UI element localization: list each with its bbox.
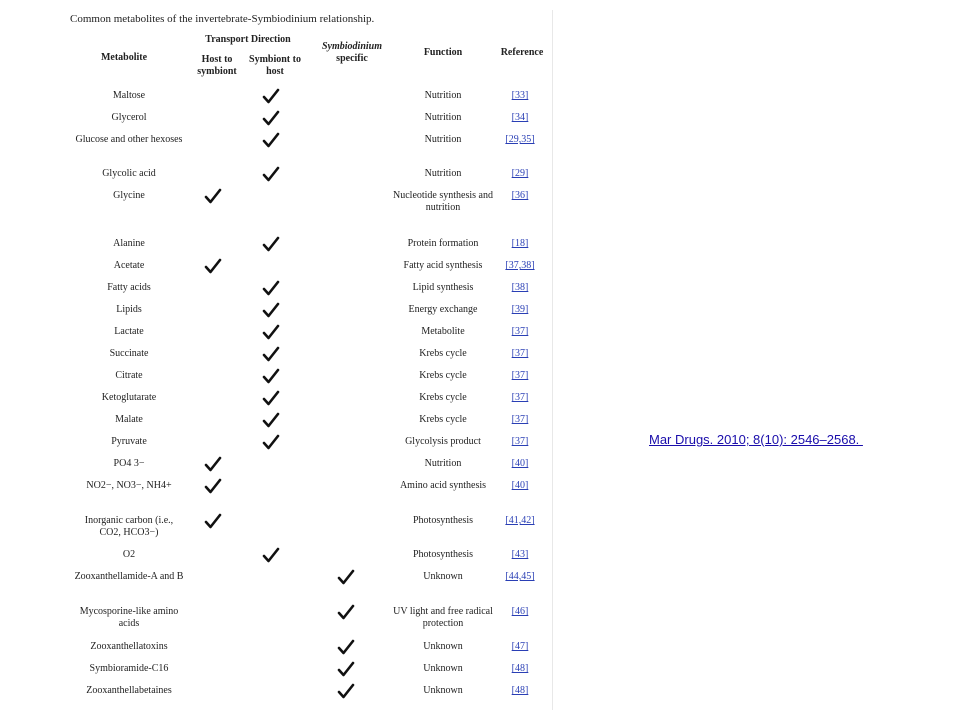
citation-link[interactable]: Mar Drugs. 2010; 8(10): 2546–2568. xyxy=(649,432,863,447)
reference-link[interactable]: [37] xyxy=(511,414,529,425)
cell-metabolite: Zooxanthellabetaines xyxy=(86,685,172,696)
cell-metabolite: NO2−, NO3−, NH4+ xyxy=(86,480,172,491)
cell-metabolite: Lactate xyxy=(114,326,144,337)
cell-metabolite: Succinate xyxy=(109,348,149,359)
check-symbiodinium-specific-icon xyxy=(337,661,355,677)
check-symbiont-to-host-icon xyxy=(262,280,280,296)
check-symbiodinium-specific-icon xyxy=(337,569,355,585)
check-symbiont-to-host-icon xyxy=(262,166,280,182)
cell-function: Protein formation xyxy=(407,238,479,249)
cell-function: Krebs cycle xyxy=(419,348,467,359)
cell-function: Krebs cycle xyxy=(419,414,467,425)
cell-function: Nutrition xyxy=(424,134,462,145)
cell-reference xyxy=(498,641,542,653)
cell-metabolite: Zooxanthellamide-A and B xyxy=(74,571,184,582)
check-symbiont-to-host-icon xyxy=(262,412,280,428)
check-symbiodinium-specific-icon xyxy=(337,683,355,699)
cell-metabolite: Maltose xyxy=(112,90,146,101)
cell-reference xyxy=(498,549,542,561)
check-host-to-symbiont-icon xyxy=(204,258,222,274)
cell-metabolite: Malate xyxy=(115,414,143,425)
cell-function: Krebs cycle xyxy=(419,392,467,403)
check-symbiont-to-host-icon xyxy=(262,346,280,362)
cell-reference xyxy=(498,112,542,124)
cell-reference xyxy=(498,414,542,426)
cell-metabolite: Glycine xyxy=(113,190,145,201)
reference-link[interactable]: [46] xyxy=(511,606,529,617)
check-host-to-symbiont-icon xyxy=(204,456,222,472)
cell-function: Energy exchange xyxy=(408,304,478,315)
check-symbiont-to-host-icon xyxy=(262,390,280,406)
metabolite-table-image xyxy=(64,10,553,710)
cell-function: Unknown xyxy=(423,685,463,696)
cell-reference xyxy=(498,458,542,470)
cell-reference xyxy=(498,348,542,360)
cell-metabolite: Symbioramide-C16 xyxy=(89,663,169,674)
cell-reference xyxy=(498,260,542,272)
header-symbiodinium-italic: Symbiodinium xyxy=(321,41,382,52)
reference-link[interactable]: [29,35] xyxy=(505,134,535,145)
cell-reference xyxy=(498,663,542,675)
cell-function: Nucleotide synthesis and nutrition xyxy=(393,190,493,213)
reference-link[interactable]: [40] xyxy=(511,480,529,491)
cell-function: Nutrition xyxy=(424,458,462,469)
cell-metabolite: Zooxanthellatoxins xyxy=(90,641,168,652)
reference-link[interactable]: [43] xyxy=(511,549,529,560)
check-symbiont-to-host-icon xyxy=(262,302,280,318)
cell-function: Nutrition xyxy=(424,112,462,123)
cell-reference xyxy=(498,370,542,382)
cell-reference xyxy=(498,392,542,404)
reference-link[interactable]: [29] xyxy=(511,168,529,179)
cell-metabolite: Fatty acids xyxy=(107,282,151,293)
reference-link[interactable]: [40] xyxy=(511,458,529,469)
cell-reference xyxy=(498,436,542,448)
cell-metabolite: Pyruvate xyxy=(111,436,147,447)
cell-function: Unknown xyxy=(423,571,463,582)
reference-link[interactable]: [37,38] xyxy=(505,260,535,271)
cell-reference xyxy=(498,190,542,202)
cell-metabolite: Lipids xyxy=(116,304,142,315)
reference-link[interactable]: [38] xyxy=(511,282,529,293)
cell-reference xyxy=(498,571,542,583)
cell-metabolite: Ketoglutarate xyxy=(101,392,157,403)
reference-link[interactable]: [37] xyxy=(511,392,529,403)
reference-link[interactable]: [41,42] xyxy=(505,515,535,526)
reference-link[interactable]: [37] xyxy=(511,326,529,337)
check-symbiodinium-specific-icon xyxy=(337,639,355,655)
check-host-to-symbiont-icon xyxy=(204,513,222,529)
reference-link[interactable]: [39] xyxy=(511,304,529,315)
check-host-to-symbiont-icon xyxy=(204,478,222,494)
cell-function: Photosynthesis xyxy=(412,549,473,560)
cell-function: Fatty acid synthesis xyxy=(403,260,483,271)
check-host-to-symbiont-icon xyxy=(204,188,222,204)
header-specific: specific xyxy=(336,53,368,64)
cell-reference xyxy=(498,134,542,146)
reference-link[interactable]: [37] xyxy=(511,370,529,381)
check-symbiont-to-host-icon xyxy=(262,434,280,450)
cell-reference xyxy=(498,304,542,316)
check-symbiont-to-host-icon xyxy=(262,368,280,384)
reference-link[interactable]: [47] xyxy=(511,641,529,652)
check-symbiodinium-specific-icon xyxy=(337,604,355,620)
cell-function: Photosynthesis xyxy=(412,515,473,526)
cell-reference xyxy=(498,238,542,250)
reference-link[interactable]: [37] xyxy=(511,348,529,359)
cell-metabolite: Acetate xyxy=(113,260,145,271)
cell-function: Amino acid synthesis xyxy=(399,480,487,491)
header-function: Function xyxy=(423,47,463,58)
cell-reference xyxy=(498,282,542,294)
cell-metabolite: Alanine xyxy=(113,238,145,249)
cell-reference xyxy=(498,90,542,102)
cell-function: Unknown xyxy=(423,663,463,674)
header-transport-direction: Transport Direction xyxy=(205,34,291,45)
cell-function: Glycolysis product xyxy=(405,436,481,447)
cell-metabolite: PO4 3− xyxy=(113,458,145,469)
cell-metabolite: Glucose and other hexoses xyxy=(75,134,183,145)
header-reference: Reference xyxy=(500,47,544,58)
cell-function: Lipid synthesis xyxy=(412,282,474,293)
header-symbiont-to-host: Symbiont to host xyxy=(249,54,301,77)
cell-reference xyxy=(498,480,542,492)
cell-reference xyxy=(498,606,542,618)
cell-function: Krebs cycle xyxy=(419,370,467,381)
check-symbiont-to-host-icon xyxy=(262,547,280,563)
header-host-to-symbiont: Host to symbiont xyxy=(197,54,237,77)
reference-link[interactable]: [18] xyxy=(511,238,529,249)
reference-link[interactable]: [34] xyxy=(511,112,529,123)
reference-link[interactable]: [37] xyxy=(511,436,529,447)
cell-metabolite: Inorganic carbon (i.e., CO2, HCO3−) xyxy=(84,515,174,538)
cell-metabolite: Citrate xyxy=(115,370,143,381)
reference-link[interactable]: [33] xyxy=(511,90,529,101)
check-symbiont-to-host-icon xyxy=(262,110,280,126)
reference-link[interactable]: [48] xyxy=(511,663,529,674)
cell-reference xyxy=(498,515,542,527)
reference-link[interactable]: [44,45] xyxy=(505,571,535,582)
cell-reference xyxy=(498,168,542,180)
reference-link[interactable]: [48] xyxy=(511,685,529,696)
check-symbiont-to-host-icon xyxy=(262,88,280,104)
check-symbiont-to-host-icon xyxy=(262,324,280,340)
table-caption: Common metabolites of the invertebrate-Symbiodinium relationship. xyxy=(70,13,375,25)
cell-metabolite: Glycolic acid xyxy=(102,168,156,179)
cell-function: Metabolite xyxy=(421,326,465,337)
cell-reference xyxy=(498,326,542,338)
check-symbiont-to-host-icon xyxy=(262,132,280,148)
cell-function: Unknown xyxy=(423,641,463,652)
cell-function: Nutrition xyxy=(424,90,462,101)
cell-function: Nutrition xyxy=(424,168,462,179)
reference-link[interactable]: [36] xyxy=(511,190,529,201)
cell-metabolite: Glycerol xyxy=(111,112,147,123)
cell-function: UV light and free radical protection xyxy=(393,606,493,629)
cell-metabolite: Mycosporine-like amino acids xyxy=(79,606,179,629)
cell-metabolite: O2 xyxy=(122,549,136,560)
cell-reference xyxy=(498,685,542,697)
check-symbiont-to-host-icon xyxy=(262,236,280,252)
header-metabolite: Metabolite xyxy=(100,52,148,63)
